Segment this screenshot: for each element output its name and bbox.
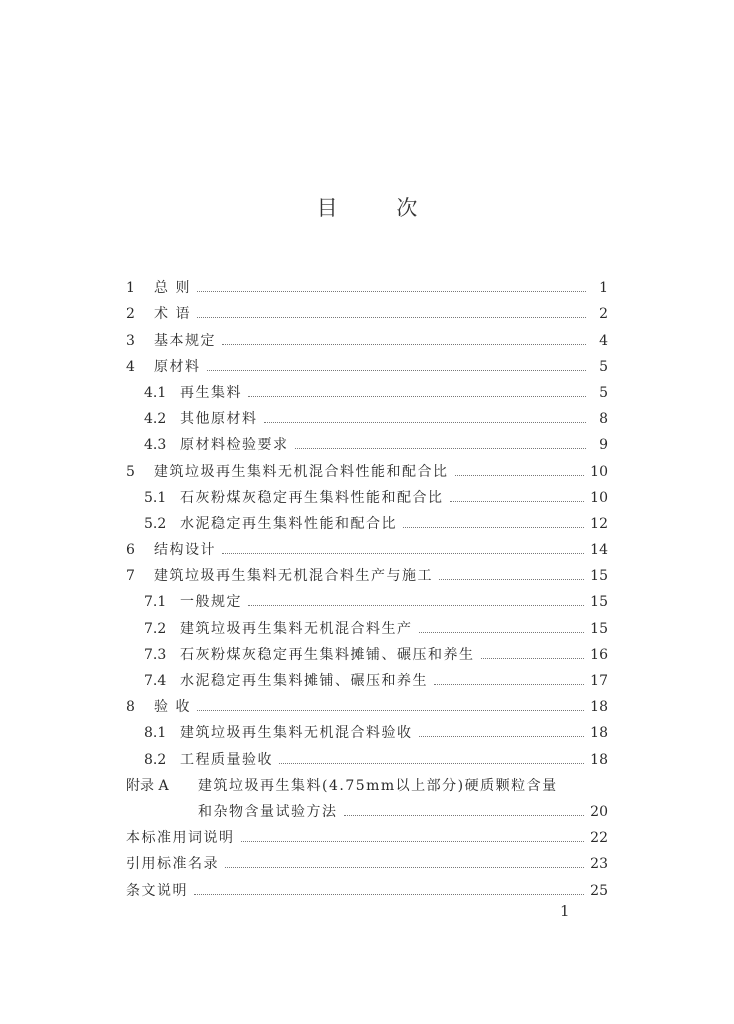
dot-leader [439, 579, 584, 580]
toc-entry[interactable] [126, 846, 608, 872]
dot-leader [403, 527, 584, 528]
toc-entries [126, 270, 608, 768]
toc-entry-label: 建筑垃圾再生集料无机混合料生产与施工 [154, 568, 433, 585]
dot-leader [481, 658, 585, 659]
toc-entry-number: 7.2 [144, 620, 167, 637]
toc-entry[interactable] [126, 741, 608, 767]
dot-leader [197, 317, 586, 318]
toc-entry-page: 10 [590, 489, 608, 506]
toc-entry-number: 7.4 [144, 673, 167, 689]
toc-entry-number: 7.3 [144, 646, 167, 663]
toc-entry-page: 23 [590, 856, 608, 873]
toc-entry[interactable] [126, 480, 608, 506]
toc-entry-label: 工程质量验收 [180, 751, 273, 768]
toc-entry-label: 建筑垃圾再生集料(4.75mm以上部分)硬质颗粒含量 [198, 777, 558, 794]
dot-leader [344, 815, 585, 816]
dot-leader [225, 867, 584, 868]
dot-leader [279, 763, 584, 764]
toc-entry-number: 7.1 [144, 594, 167, 611]
toc-entry[interactable] [126, 872, 608, 898]
toc-entry-number: 5.2 [144, 515, 167, 532]
toc-entry-label: 水泥稳定再生集料摊铺、碾压和养生 [180, 673, 428, 689]
toc-entry-page: 18 [590, 699, 608, 716]
toc-entry-label: 再生集料 [180, 384, 242, 401]
toc-entry-page: 8 [599, 411, 608, 428]
toc-entry-page: 17 [590, 673, 608, 689]
toc-entry-number: 5 [126, 463, 135, 480]
toc-entry-page: 15 [590, 568, 608, 585]
toc-entry-page: 25 [590, 882, 608, 899]
toc-entry-label: 原材料 [154, 358, 201, 375]
toc-entry-label: 石灰粉煤灰稳定再生集料摊铺、碾压和养生 [180, 646, 475, 663]
toc-entry-label: 术 语 [154, 306, 191, 323]
toc-entry-page: 5 [599, 384, 608, 401]
toc-entry-page: 12 [590, 515, 608, 532]
toc-entry-number: 2 [126, 306, 135, 323]
dot-leader [222, 553, 584, 554]
dot-leader [194, 894, 584, 895]
toc-entry-label: 其他原材料 [180, 411, 258, 428]
toc-entry[interactable] [126, 637, 608, 663]
table-of-contents [126, 270, 608, 899]
dot-leader [248, 396, 586, 397]
toc-entry[interactable] [126, 663, 608, 689]
toc-entry-number: 5.1 [144, 489, 167, 506]
toc-entry[interactable] [126, 715, 608, 741]
toc-entry-label: 引用标准名录 [126, 856, 219, 873]
toc-entry-label: 验 收 [154, 699, 191, 716]
toc-entry-label: 石灰粉煤灰稳定再生集料性能和配合比 [180, 489, 444, 506]
toc-entry[interactable] [126, 453, 608, 479]
toc-entry-page: 22 [590, 830, 608, 847]
toc-entry-page: 18 [590, 751, 608, 768]
toc-entry[interactable] [126, 375, 608, 401]
toc-entry-number: 7 [126, 568, 135, 585]
dot-leader [207, 370, 587, 371]
dot-leader [264, 422, 587, 423]
dot-leader [222, 344, 586, 345]
toc-entry[interactable] [126, 349, 608, 375]
toc-entry-label: 总 则 [154, 280, 191, 297]
toc-entry-appendix-a-cont[interactable] [126, 794, 608, 820]
toc-entry[interactable] [126, 270, 608, 296]
dot-leader [434, 684, 584, 685]
toc-entry-label: 一般规定 [180, 594, 242, 611]
toc-entry-label: 结构设计 [154, 542, 216, 559]
toc-tail-entries [126, 820, 608, 899]
toc-entry[interactable] [126, 689, 608, 715]
toc-entry[interactable] [126, 558, 608, 584]
toc-entry[interactable] [126, 427, 608, 453]
toc-entry-label: 建筑垃圾再生集料无机混合料生产 [180, 620, 413, 637]
toc-entry-page: 10 [590, 463, 608, 480]
toc-entry-page: 14 [590, 542, 608, 559]
toc-entry[interactable] [126, 610, 608, 636]
toc-entry-number: 4.1 [144, 384, 167, 401]
dot-leader [295, 448, 587, 449]
toc-entry[interactable] [126, 532, 608, 558]
dot-leader [450, 501, 585, 502]
toc-entry-page: 15 [590, 594, 608, 611]
toc-entry-page: 18 [590, 725, 608, 742]
toc-entry-number: 8 [126, 699, 135, 716]
toc-entry-number: 3 [126, 332, 135, 349]
dot-leader [455, 475, 585, 476]
toc-entry-appendix-a[interactable] [126, 768, 608, 794]
toc-entry-page: 15 [590, 620, 608, 637]
toc-entry[interactable] [126, 820, 608, 846]
toc-entry[interactable] [126, 296, 608, 322]
dot-leader [197, 710, 584, 711]
toc-entry-page: 9 [599, 437, 608, 454]
toc-entry-number: 4.3 [144, 437, 167, 454]
toc-entry-label: 水泥稳定再生集料性能和配合比 [180, 515, 397, 532]
toc-entry-number: 4 [126, 358, 135, 375]
toc-entry-page: 5 [599, 358, 608, 375]
toc-entry-label: 基本规定 [154, 332, 216, 349]
toc-entry-number: 附录 A [126, 777, 169, 794]
toc-entry-label: 条文说明 [126, 882, 188, 899]
dot-leader [419, 632, 585, 633]
toc-entry-page: 1 [599, 280, 608, 297]
dot-leader [419, 736, 585, 737]
dot-leader [197, 291, 586, 292]
toc-entry[interactable] [126, 401, 608, 427]
toc-entry-number: 6 [126, 542, 135, 559]
toc-entry[interactable] [126, 584, 608, 610]
toc-entry-number: 8.2 [144, 751, 167, 768]
toc-entry-page: 20 [590, 803, 608, 820]
toc-entry-label: 本标准用词说明 [126, 830, 235, 847]
dot-leader [248, 605, 584, 606]
toc-entry-label: 建筑垃圾再生集料无机混合料性能和配合比 [154, 463, 449, 480]
toc-entry[interactable] [126, 506, 608, 532]
dot-leader [241, 841, 585, 842]
toc-entry[interactable] [126, 322, 608, 348]
toc-entry-number: 1 [126, 280, 135, 297]
page-title: 目 次 [316, 196, 444, 220]
toc-entry-label: 建筑垃圾再生集料无机混合料验收 [180, 725, 413, 742]
toc-entry-page: 16 [590, 646, 608, 663]
page-number: 1 [560, 902, 570, 920]
toc-entry-label: 和杂物含量试验方法 [198, 803, 338, 820]
toc-entry-label: 原材料检验要求 [180, 437, 289, 454]
toc-entry-number: 8.1 [144, 725, 167, 742]
toc-entry-number: 4.2 [144, 411, 167, 428]
toc-entry-page: 4 [599, 332, 608, 349]
toc-entry-page: 2 [599, 306, 608, 323]
